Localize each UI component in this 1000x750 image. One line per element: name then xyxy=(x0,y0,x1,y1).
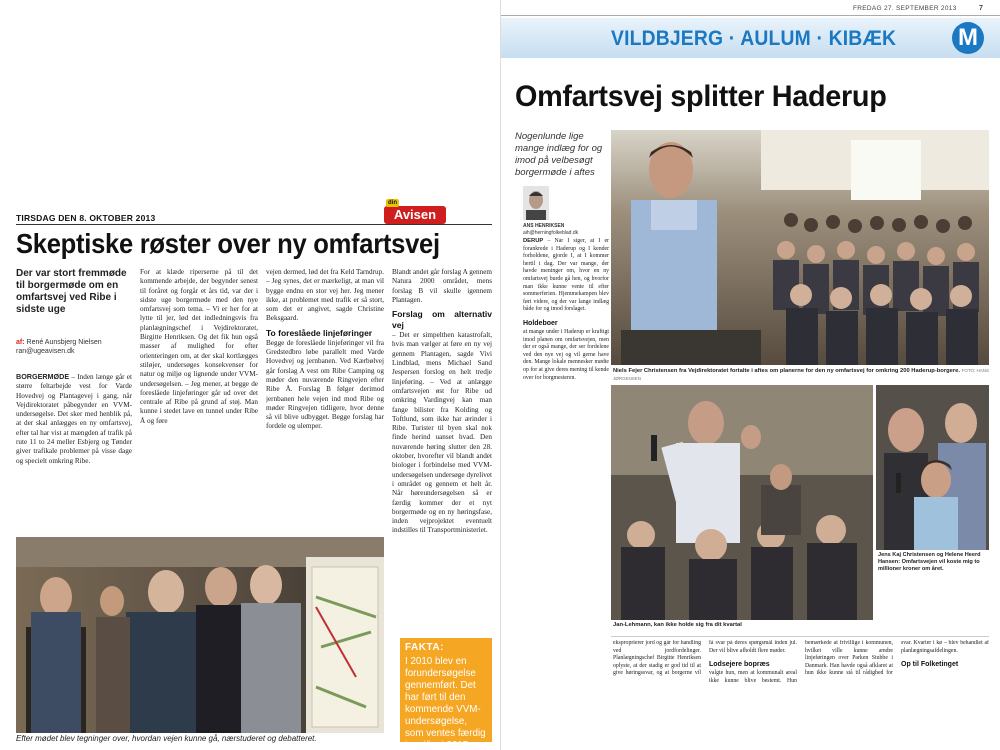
right-body-subhead: Holdeboer xyxy=(523,319,558,327)
avisen-logo-small: din xyxy=(388,200,397,206)
meeting-photo-main-image xyxy=(611,130,989,365)
avisen-logo xyxy=(384,200,446,224)
left-date: TIRSDAG DEN 8. OKTOBER 2013 xyxy=(16,213,156,223)
right-subheadline: Nogenlunde lige mange indlæg for og imod på velbesøgt borgermøde i aftes xyxy=(515,131,603,178)
left-lead: Der var stort fremmøde til borgermøde om en omfartsvej ved Ribe i sidste uge xyxy=(16,268,127,315)
banner-text: VILDBJERG · AULUM · KIBÆK xyxy=(611,27,897,50)
col1-kicker: BORGERMØDE xyxy=(16,372,70,381)
right-bottom-sub1: Lodsejere bopræs xyxy=(709,661,770,669)
right-body-kicker: DERUP xyxy=(523,238,544,244)
photo2-caption: Jan-Lehmann, kan ikke holde sig fra dit kvartal xyxy=(613,622,742,628)
right-bottom-rule xyxy=(611,636,989,637)
right-top-rule xyxy=(501,15,1000,16)
speaker-photo xyxy=(611,385,873,620)
right-page xyxy=(501,0,1000,750)
left-headline: Skeptiske røster over ny omfartsvej xyxy=(16,228,440,259)
left-col3-body xyxy=(266,268,384,526)
fakta-text: I 2010 blev en forundersøgelse gennemført. Det har ført til den kommende VVM-undersøgelse, som ventes færdig i maj/juni 2015. xyxy=(405,656,486,750)
banner-logo xyxy=(952,22,984,54)
left-col1-body xyxy=(16,372,132,526)
right-headline: Omfartsvej splitter Haderup xyxy=(515,80,887,113)
left-col2-body xyxy=(140,268,258,526)
col4-text: Blandt andet går forslag A gennem Natura 2000 området, mens forslag B vil skulle igennem Plantagen. xyxy=(392,268,492,304)
photo1-caption-text: Niels Fejer Christensen fra Vejdirektoratet fortalte i aftes om planerne for den ny omfartsvej for omkring 200 Haderup-borgere. xyxy=(613,368,960,374)
left-byline xyxy=(16,338,132,356)
photo1-credit: FOTO: HANS JØRGENSEN xyxy=(613,368,989,381)
fakta-label: FAKTA: xyxy=(405,642,444,653)
byline-email: ran@ugeavisen.dk xyxy=(16,348,75,355)
left-rule xyxy=(16,224,492,225)
photo3-caption: Jens Kaj Christensen og Helene Heerd Hansen: Omfartsvejen vil koste mig to millioner kroner om året. xyxy=(878,552,981,572)
reporter-avatar xyxy=(523,186,549,220)
col2-text: For at klæde riperserne på til det kommende arbejde, der begynder senest til foråret og forgår et års tid, var der i sidste uge borgermøde med den nye omfartsvej som tema. – Vi er her for at lytte til jer, lød det indledningsvis fra planlægningschef i Vejdirektoratet, Birgitte Henriksen. Og det fik hun også masser af mulighed for efter orienteringen om, at der skal kortlægges stiløjer, undersøges konsekvenser for natur og miljø og lignende under VVM-undersøgelsen. – Jeg mener, at begge de foreslåede linjeføringer går ud over det centrale af Ribe på grund af støj. Man kunne i stedet lave en tunnel under Ribe Å og føre xyxy=(140,268,258,425)
col3-subhead: To foreslåede linjeføringer xyxy=(266,327,373,338)
left-photo-caption: Efter mødet blev tegninger over, hvordan vejen kunne gå, nærstuderet og debatteret. xyxy=(16,734,317,743)
audience-photo xyxy=(876,385,989,550)
left-col4-body xyxy=(392,268,492,626)
col4-subhead: Forslag om alternativ vej xyxy=(392,309,492,331)
speaker-photo-image xyxy=(611,385,873,620)
right-body xyxy=(523,238,609,738)
fakta-box xyxy=(400,638,492,750)
right-byline-email: aih@herningfolkeblad.dk xyxy=(523,229,579,236)
right-bottom-text-body2: valgte hun, men at kommunalt areal ikke kunne blive bestemt. Hun bemærkede at frivillige i kommunen, hvilket ville kunne ændre linjeføringen over Parken Stubbe i Danmark. Han havde også afklaret at hun ikke kunne stå til rådighed for svar. Kvarter i kø – blev behandlet af planlægningsafdelingen. xyxy=(709,640,989,684)
audience-photo-image xyxy=(876,385,989,550)
reporter-avatar-image xyxy=(523,186,549,220)
right-bottom-text xyxy=(613,640,989,742)
right-body-text2: at mange under i Haderup er kraftigt imod planen om omfartsvejen, men der er også mange, der ser fordelene ved den nye vej og vil gerne have den. Mange lokale mennesker mødte op for at give deres mening til kende over for borgmesteren. xyxy=(523,328,609,381)
col3-text2: Begge de foreslåede linjeføringer vil fra Gredstedbro løbe parallelt med Varde Hovedvej og jernbanen. Ved Kærbølvej går forslag A vest om Ribe Camping og møder den nuværende Ringvejen efter Ribe Å. Forslag B følger derimod jernbanen hele vejen ind mod Ribe og møder Ringvejen tidligere, hvor denne så vil blive udbygget. Begge forslag har fordele og ulemper. xyxy=(266,338,384,431)
right-byline xyxy=(523,223,603,236)
right-body-text: – Når I siger, at I er forankrede i Haderup og I kender forholdene, gjorde I, at I kommer hertil i dag. Der var mange, der havde meninger om, hvor en ny omfartsvej burde gå hen, og hvorfor man ikke kunne vente til efter sommerferien. Hjemmekampen blev ført videre, og der var lange indlæg både for og imod forslaget. xyxy=(523,238,609,313)
meeting-photo-left-image xyxy=(16,537,384,733)
col4-text2: – Det er simpelthen katastrofalt, hvis man vælger at føre en ny vej gennem Plantagen, sagde Vivi Lindblad, mens Michael Sand Jespersen forslog en helt tredje linjeføring. – Ved at anlægge omfartsvejen øst for Ribe ud omkring Vardingvej kan man fange bilister fra Kolding og Toftlund, som ikke har ærinder i Ribe. Turister til byen skal nok finde herind uanset hvad. Den nuværende høring slutter den 28. oktober, hvorefter vil blandt andet biologer i forbindelse med VVM-undersøgelsen undersøge dyrelivet i området og gennem et helt år. Når høreundersøgelsen så er færdig kommer der et nyt borgermøde og en ny høringsfase, inden vejprojektet eventuelt indstilles til Transportministeriet. xyxy=(392,331,492,535)
byline-prefix: af: xyxy=(16,339,25,346)
meeting-photo-left xyxy=(16,537,384,733)
col1-text: – Inden længe går et større feltarbejde vest for Varde Hovedvej og Plantagevej i gang, når Vejdirektoratet påbegynder en VVM-undersøgelse. Det sker med henblik på, at der skal anlægges en ny omfartsvej, efter tal har vist at mængden af trafik på rute 11 to 24 meller Esbjerg og Tønder giver trafikale problemer på visse dage og specielt omkring Ribe. xyxy=(16,373,132,465)
banner-logo-letter: M xyxy=(958,24,978,51)
banner xyxy=(501,18,1000,58)
right-page-number: 7 xyxy=(979,5,983,12)
col3-text: vejen dermed, lød det fra Keld Tarndrup. – Jeg synes, det er mærkeligt, at man vil bygge endnu en stor vej her. Jeg mener ikke, at problemet med trafik er så stort, som det er angivet, sagde Christine Beksgaard. xyxy=(266,268,384,323)
photo1-caption xyxy=(613,367,989,383)
byline-name: René Aunsbjerg Nielsen xyxy=(26,339,102,346)
avisen-logo-text: Avisen xyxy=(393,207,437,222)
meeting-photo-main xyxy=(611,130,989,365)
right-bottom-sub2: Op til Folketinget xyxy=(901,661,959,669)
right-bottom-text-body: eksproprierer jord og går for handling ved jordfordelinger. Planlægningschef Birgitte Henriksen oplyste, at der stadig er god tid til at give høringssvar, og at borgerne vil få svar på deres spørgsmål inden jul. Der vil blive afholdt flere møder. xyxy=(613,640,797,677)
right-byline-name: ANS HENRIKSEN xyxy=(523,223,565,229)
right-date: FREDAG 27. SEPTEMBER 2013 xyxy=(853,5,957,12)
